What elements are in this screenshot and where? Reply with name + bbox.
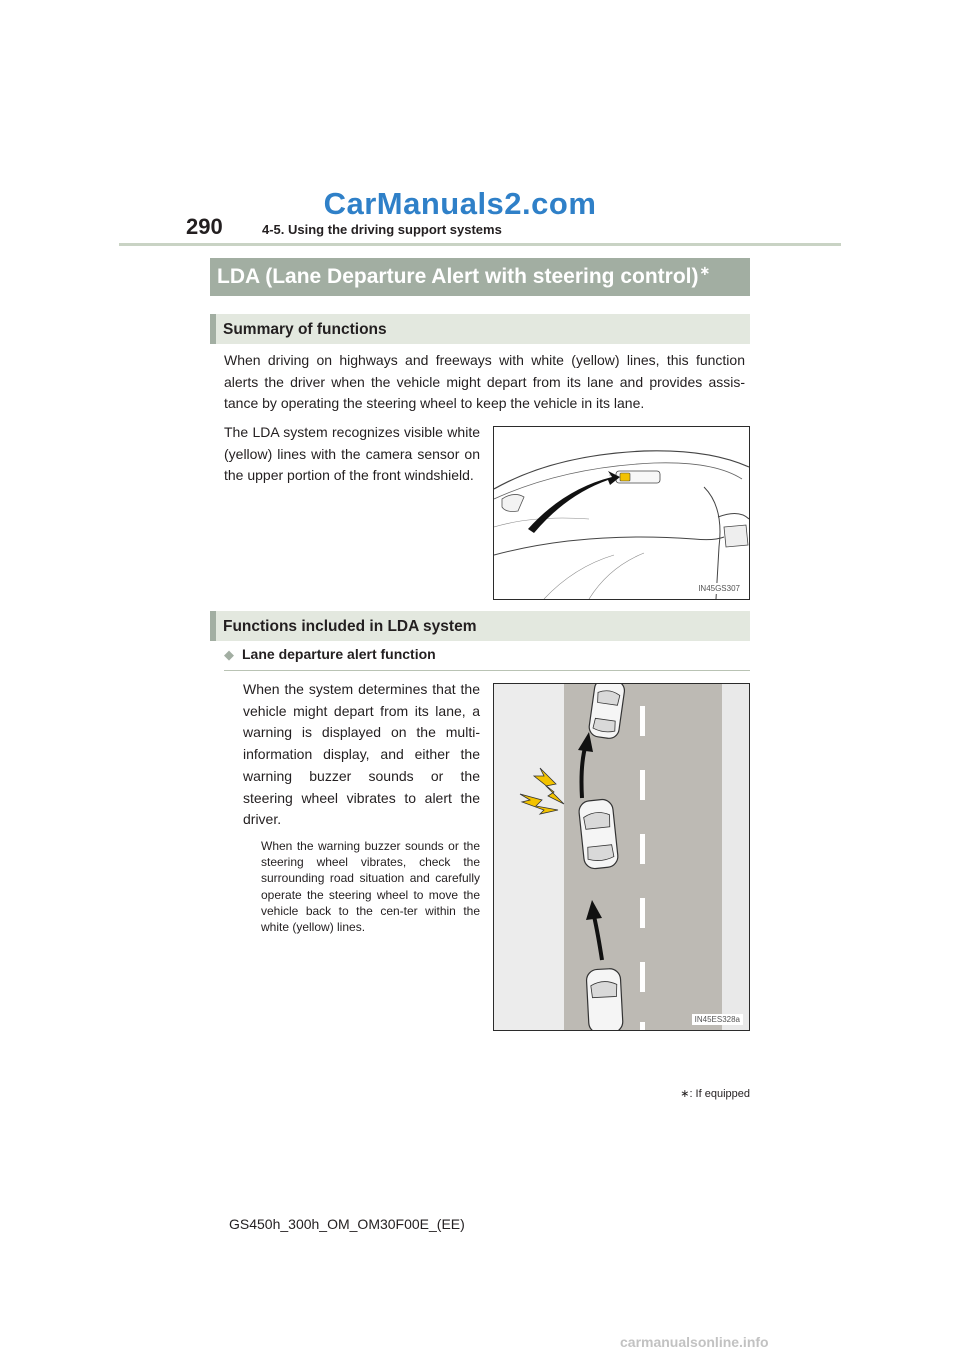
lane-departure-item-title: Lane departure alert function — [242, 646, 436, 662]
lane-departure-illustration — [494, 684, 749, 1030]
lane-departure-figure — [493, 683, 750, 1031]
camera-description: The LDA system recognizes visible white (yellow) lines with the camera sensor on the upper portion of the front windshield. — [224, 424, 480, 484]
watermark-top: CarManuals2.com — [323, 186, 597, 221]
car-windshield-illustration — [494, 427, 749, 599]
section-title-text: LDA (Lane Departure Alert with steering control) — [217, 265, 699, 288]
lane-departure-note: When the warning buzzer sounds or the steering wheel vibrates, check the surrounding road situation and carefully operate the steering wheel to move the vehicle back to the cen-ter within the white (yellow) lines. — [261, 839, 480, 935]
footnote — [630, 1087, 750, 1100]
diamond-bullet-icon: ◆ — [224, 647, 234, 662]
section-title — [210, 258, 750, 296]
lane-departure-figure-code: IN45ES328a — [692, 1014, 743, 1025]
camera-figure-code: IN45GS307 — [695, 583, 743, 594]
lane-departure-description: When the system determines that the vehicle might depart from its lane, a warning is displayed on the multi-information display, and either the warning buzzer sounds or the steering wheel vibrates to alert the driver. — [243, 681, 480, 828]
functions-heading: Functions included in LDA system — [210, 611, 750, 641]
camera-figure — [493, 426, 750, 600]
footnote-mark: ∗ — [680, 1088, 690, 1100]
summary-paragraph: When driving on highways and freeways with white (yellow) lines, this function alerts the driver when the vehicle might depart from its lane and provides assis-tance by operating the steering wheel to keep the vehicle in its lane. — [224, 352, 745, 412]
summary-heading: Summary of functions — [210, 314, 750, 344]
watermark-bottom: carmanualsonline.info — [620, 1334, 769, 1350]
lane-departure-item-heading — [224, 646, 750, 671]
footer-doc-code: GS450h_300h_OM_OM30F00E_(EE) — [229, 1216, 465, 1232]
header-rule — [119, 243, 841, 246]
running-head: 4-5. Using the driving support systems — [262, 222, 502, 237]
section-title-asterisk: ∗ — [699, 263, 711, 278]
page-number: 290 — [186, 214, 223, 239]
footnote-text: : If equipped — [689, 1088, 750, 1100]
